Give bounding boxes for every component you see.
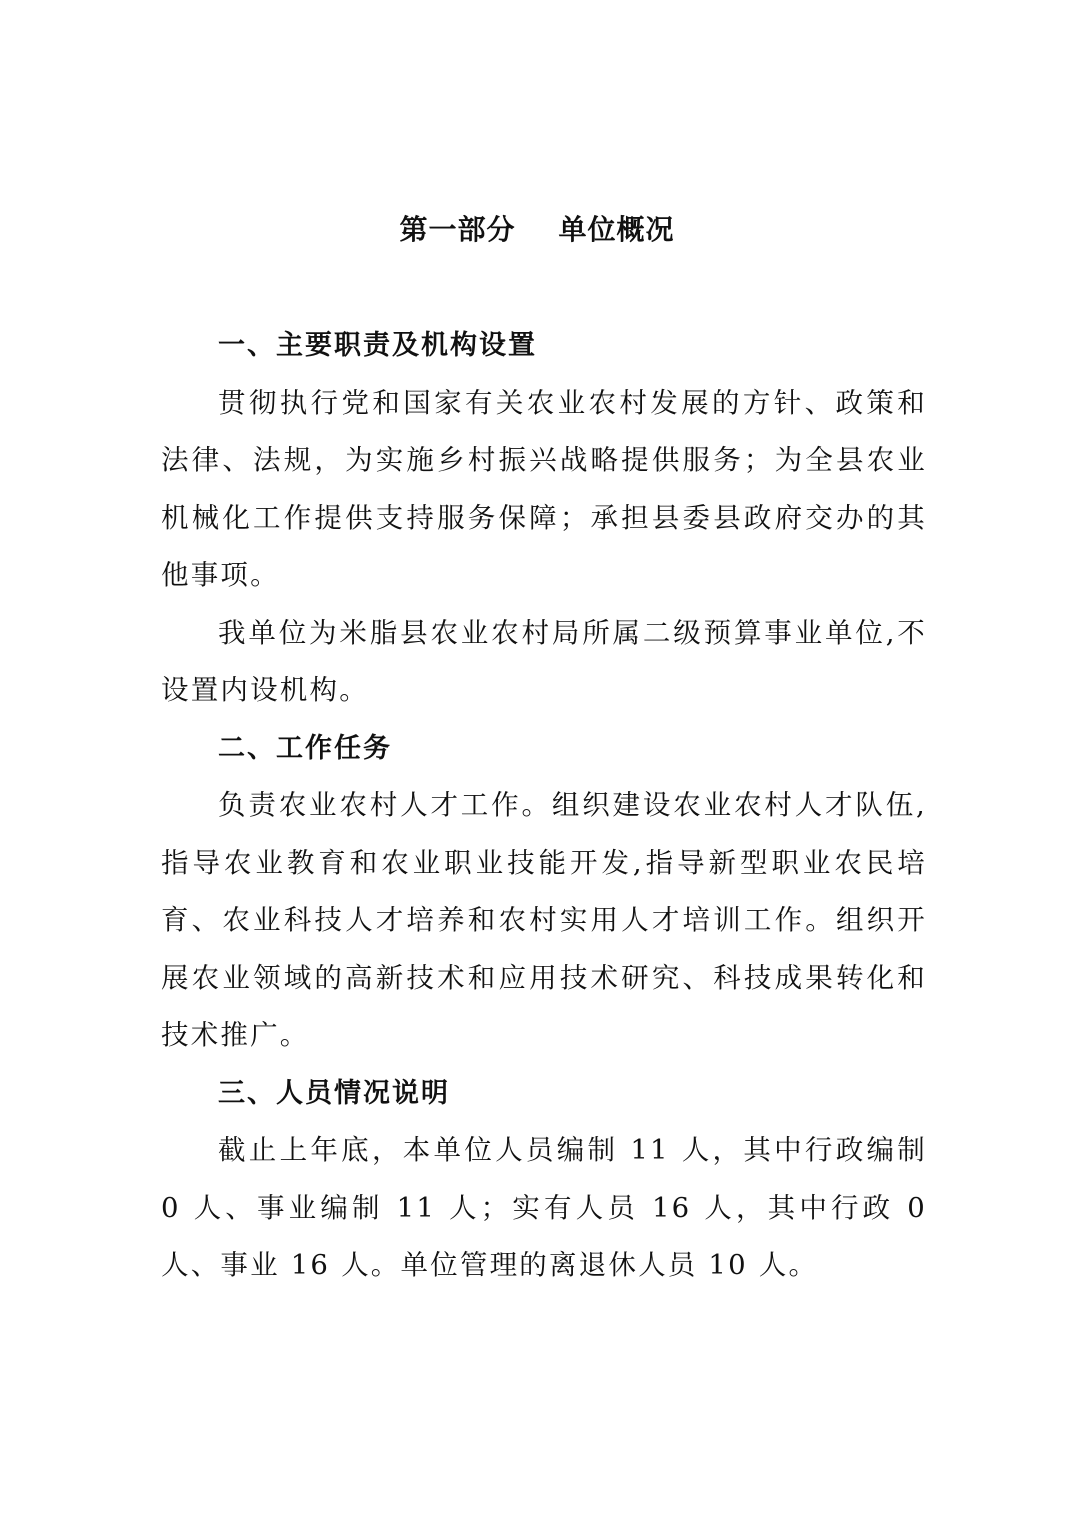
page-title: 第一部分 单位概况 (399, 213, 675, 246)
section-staff (161, 1065, 927, 1295)
section-heading-tasks: 二、工作任务 (218, 732, 392, 764)
paragraph-staff-1: 截止上年底，本单位人员编制 11 人，其中行政编制 0 人、事业编制 11 人；实有人员 16 人，其中行政 0 人、事业 16 人。单位管理的离退休人员 10 人。 (161, 1134, 927, 1281)
section-duties (161, 317, 927, 720)
section-heading-staff: 三、人员情况说明 (218, 1077, 450, 1109)
paragraph-duties-2: 我单位为米脂县农业农村局所属二级预算事业单位,不设置内设机构。 (161, 616, 927, 706)
paragraph-tasks-1: 负责农业农村人才工作。组织建设农业农村人才队伍,指导农业教育和农业职业技能开发,指导新型职业农民培育、农业科技人才培养和农村实用人才培训工作。组织开展农业领域的高新技术和应用技术研究、科技成果转化和技术推广。 (161, 789, 927, 1051)
section-heading-duties: 一、主要职责及机构设置 (218, 330, 537, 361)
section-tasks (161, 720, 927, 1065)
paragraph-duties-1: 贯彻执行党和国家有关农业农村发展的方针、政策和法律、法规，为实施乡村振兴战略提供服务；为全县农业机械化工作提供支持服务保障；承担县委县政府交办的其他事项。 (161, 386, 927, 591)
document-body (161, 317, 927, 1295)
